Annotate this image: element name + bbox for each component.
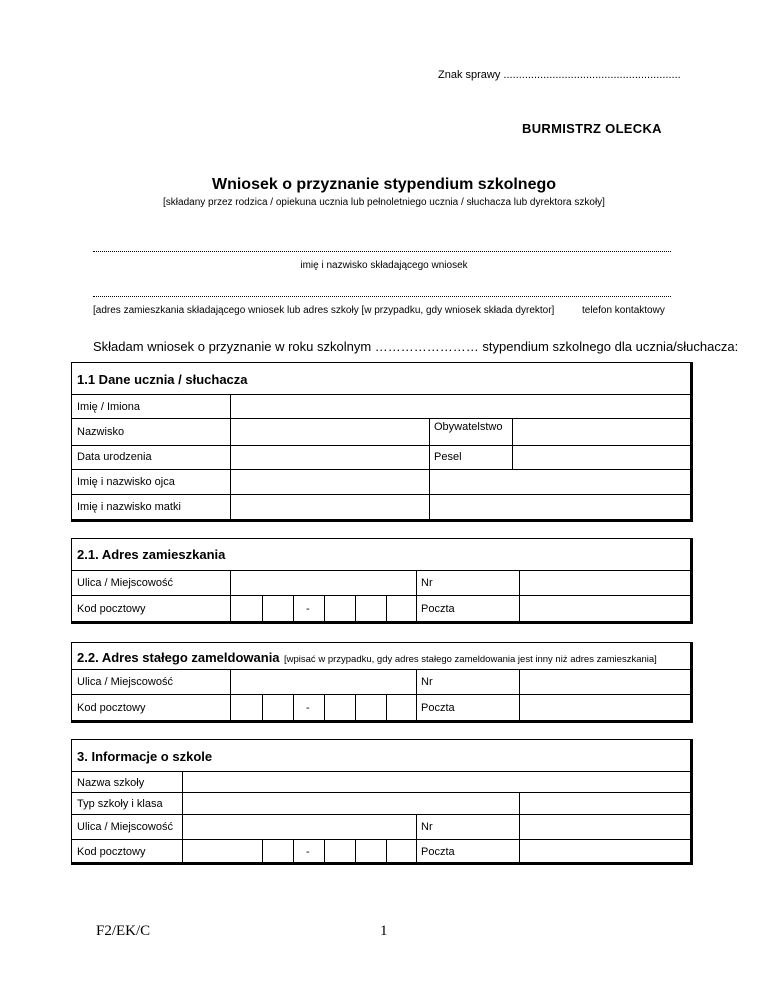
label-school-type: Typ szkoły i klasa	[77, 798, 163, 810]
school-section-title: 3. Informacje o szkole	[77, 749, 213, 764]
label-school-nr: Nr	[421, 821, 433, 833]
form-code: F2/EK/C	[96, 923, 151, 939]
applicant-name-line[interactable]	[93, 251, 671, 252]
student-section-title: 1.1 Dane ucznia / słuchacza	[77, 372, 248, 387]
school-nr-field[interactable]	[521, 816, 689, 837]
school-post-field[interactable]	[521, 841, 689, 861]
form-subtitle: [składany przez rodzica / opiekuna ucznia lub pełnoletniego ucznia / słuchacza lub dyrektora szkoły]	[163, 197, 605, 208]
father-field[interactable]	[232, 471, 689, 492]
surname-field[interactable]	[232, 420, 427, 443]
label-citizenship: Obywatelstwo	[434, 421, 503, 433]
label-school-street: Ulica / Miejscowość	[77, 821, 173, 833]
label-school-postal: Kod pocztowy	[77, 846, 146, 858]
page-number: 1	[380, 923, 388, 939]
label-father: Imię i nazwisko ojca	[77, 476, 175, 488]
applicant-address-caption: [adres zamieszkania składającego wniosek lub adres szkoły [w przypadku, gdy wniosek składa dyrektor]	[93, 305, 555, 316]
label-residence-post: Poczta	[421, 603, 455, 615]
school-postal-field[interactable]	[184, 841, 414, 861]
school-street-field[interactable]	[184, 816, 414, 837]
birth-date-field[interactable]	[232, 447, 427, 467]
label-registered-postal: Kod pocztowy	[77, 702, 146, 714]
residence-postal-field[interactable]	[232, 597, 414, 620]
registered-postal-field[interactable]	[232, 696, 414, 719]
label-school-name: Nazwa szkoły	[77, 777, 145, 789]
request-line: Składam wniosek o przyznanie w roku szkolnym …………………… stypendium szkolnego dla ucznia/słuchacza:	[93, 339, 739, 354]
school-type-field[interactable]	[184, 794, 517, 812]
label-school-post: Poczta	[421, 846, 455, 858]
residence-street-field[interactable]	[232, 572, 414, 593]
applicant-name-caption: imię i nazwisko składającego wniosek	[300, 260, 468, 271]
label-surname: Nazwisko	[77, 426, 125, 438]
registered-nr-field[interactable]	[521, 671, 689, 692]
mother-field[interactable]	[232, 496, 689, 518]
school-name-field[interactable]	[184, 773, 689, 790]
school-postal-dash: -	[306, 846, 310, 858]
applicant-address-line[interactable]	[93, 296, 671, 297]
residence-nr-field[interactable]	[521, 572, 689, 593]
label-residence-nr: Nr	[421, 577, 433, 589]
case-number	[438, 69, 681, 81]
registered-section-heading	[77, 649, 657, 667]
registered-section-title: 2.2. Adres stałego zameldowania	[77, 650, 280, 665]
label-pesel: Pesel	[434, 451, 462, 463]
residence-section-title: 2.1. Adres zamieszkania	[77, 547, 226, 562]
registered-street-field[interactable]	[232, 671, 414, 692]
label-residence-postal: Kod pocztowy	[77, 603, 146, 615]
label-birth-date: Data urodzenia	[77, 451, 152, 463]
registered-section-note: [wpisać w przypadku, gdy adres stałego zameldowania jest inny niż adres zamieszkania]	[284, 654, 657, 665]
label-mother: Imię i nazwisko matki	[77, 501, 181, 513]
label-registered-street: Ulica / Miejscowość	[77, 676, 173, 688]
residence-postal-dash: -	[306, 603, 310, 615]
first-names-field[interactable]	[232, 396, 689, 416]
label-first-names: Imię / Imiona	[77, 401, 140, 413]
registered-postal-dash: -	[306, 702, 310, 714]
pesel-field[interactable]	[514, 447, 689, 467]
addressee: BURMISTRZ OLECKA	[522, 121, 662, 136]
label-residence-street: Ulica / Miejscowość	[77, 577, 173, 589]
form-title: Wniosek o przyznanie stypendium szkolnego	[211, 176, 557, 193]
citizenship-field[interactable]	[514, 420, 689, 443]
residence-post-field[interactable]	[521, 597, 689, 620]
case-number-dots: ..........................................................	[503, 69, 681, 81]
case-number-label: Znak sprawy	[438, 69, 501, 81]
label-registered-nr: Nr	[421, 676, 433, 688]
applicant-phone-caption: telefon kontaktowy	[582, 305, 665, 316]
label-registered-post: Poczta	[421, 702, 455, 714]
registered-post-field[interactable]	[521, 696, 689, 719]
